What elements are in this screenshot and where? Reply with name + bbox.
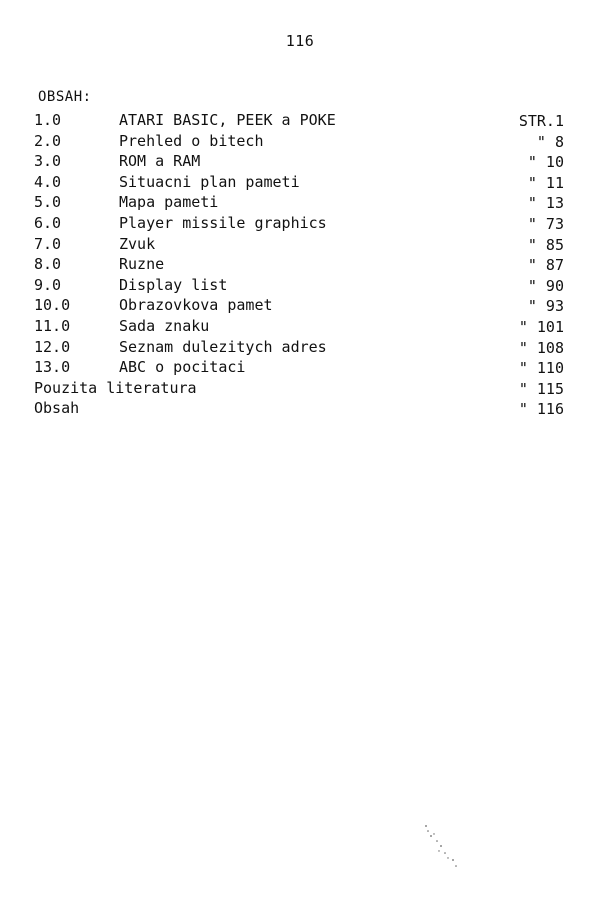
toc-entry-page: " 13	[527, 194, 564, 213]
toc-entry-title: Seznam dulezitych adres	[119, 337, 327, 356]
toc-entry-title: ABC o pocitaci	[119, 358, 246, 377]
toc-entry-13	[34, 357, 564, 378]
toc-entry-number: 7.0	[34, 234, 62, 253]
toc-entry-9	[34, 275, 564, 296]
toc-entry-2	[34, 131, 564, 152]
toc-entry-1	[34, 110, 564, 131]
toc-entry-number: 6.0	[34, 213, 62, 232]
toc-entry-page: " 8	[536, 132, 564, 151]
toc-entry-number: 3.0	[34, 152, 62, 171]
toc-entry-contents	[34, 398, 564, 419]
toc-entry-number: 13.0	[34, 358, 71, 377]
toc-entry-number: 9.0	[34, 275, 62, 294]
toc-entry-number: 2.0	[34, 131, 62, 150]
toc-entry-literature	[34, 378, 564, 399]
toc-entry-number: 8.0	[34, 255, 62, 274]
toc-entry-page: " 115	[518, 379, 564, 398]
toc-entry-12	[34, 337, 564, 358]
toc-entry-page: STR.1	[518, 112, 564, 130]
toc-entry-title: Ruzne	[119, 255, 165, 274]
toc-entry-number: 12.0	[34, 337, 71, 356]
page-number: 116	[285, 32, 315, 50]
toc-entry-title: Prehled o bitech	[119, 131, 264, 150]
toc-entry-4	[34, 172, 564, 193]
toc-heading: OBSAH:	[38, 89, 92, 105]
toc-entry-page: " 93	[527, 297, 564, 316]
toc-entry-title: Obrazovkova pamet	[119, 296, 273, 315]
toc-entry-page: " 85	[527, 235, 564, 254]
toc-entry-page: " 11	[527, 173, 564, 192]
toc-entry-title: Player missile graphics	[119, 213, 327, 232]
toc-entry-title: Display list	[119, 275, 228, 294]
toc-entry-8	[34, 254, 564, 275]
toc-entry-number: 5.0	[34, 193, 62, 212]
toc-entry-title: Zvuk	[119, 234, 156, 253]
scan-speckle-marks	[420, 822, 470, 872]
toc-entry-title: ATARI BASIC, PEEK a POKE	[119, 111, 336, 129]
toc-entry-title: Obsah	[34, 399, 80, 418]
toc-entry-page: " 101	[518, 317, 564, 336]
toc-entry-title: Sada znaku	[119, 316, 210, 335]
toc-entry-page: " 10	[527, 153, 564, 172]
table-of-contents	[34, 110, 564, 419]
toc-entry-page: " 73	[527, 214, 564, 233]
toc-entry-title: Situacni plan pameti	[119, 172, 300, 191]
toc-entry-title: Pouzita literatura	[34, 378, 197, 397]
toc-entry-5	[34, 192, 564, 213]
toc-entry-title: Mapa pameti	[119, 193, 219, 212]
toc-entry-number: 11.0	[34, 316, 71, 335]
toc-entry-number: 1.0	[34, 111, 62, 129]
toc-entry-10	[34, 295, 564, 316]
toc-entry-page: " 110	[518, 359, 564, 378]
toc-entry-page: " 87	[527, 256, 564, 275]
toc-entry-number: 10.0	[34, 296, 71, 315]
toc-entry-3	[34, 151, 564, 172]
toc-entry-page: " 108	[518, 338, 564, 357]
toc-entry-title: ROM a RAM	[119, 152, 201, 171]
toc-entry-7	[34, 234, 564, 255]
toc-entry-6	[34, 213, 564, 234]
toc-entry-number: 4.0	[34, 172, 62, 191]
toc-entry-page: " 116	[518, 400, 564, 419]
toc-entry-page: " 90	[527, 276, 564, 295]
toc-entry-11	[34, 316, 564, 337]
